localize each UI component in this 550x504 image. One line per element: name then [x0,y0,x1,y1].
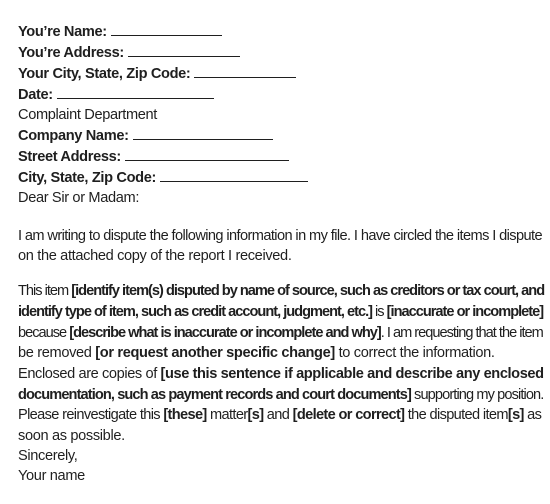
text: because [18,325,70,341]
street-blank [125,147,289,161]
company-blank [133,126,273,140]
text: Enclosed are copies of [18,366,161,382]
paragraph-2-line-4 [18,343,542,363]
placeholder: identify type of item, such as credit account, judgment, etc.] [18,304,372,320]
name-blank [111,22,222,36]
placeholder: [inaccurate or incomplete] [386,304,544,320]
paragraph-2-line-1 [18,281,545,301]
city-field-line [18,64,542,84]
date-blank [57,85,214,99]
text: be removed [18,345,96,361]
paragraph-1-line-1: I am writing to dispute the following information in my file. I have circled the items I dispute [18,228,542,244]
paragraph-2-line-6 [18,385,542,405]
placeholder: [use this sentence if applicable and describe any enclosed [160,366,544,382]
date-label: Date: [18,87,53,103]
name-label: You’re Name: [18,24,107,40]
text: the disputed item [404,407,508,423]
paragraph-1-line-2: on the attached copy of the report I received. [18,248,292,264]
street-label: Street Address: [18,149,121,165]
company-field-line [18,126,542,146]
placeholder: [delete or correct] [292,407,405,423]
date-field-line [18,85,542,105]
text: Please reinvestigate this [18,407,164,423]
city-label: Your City, State, Zip Code: [18,66,191,82]
paragraph-2-line-7 [18,405,542,425]
company-label: Company Name: [18,128,129,144]
signature: Your name [18,468,85,484]
paragraph-2-line-5 [18,364,542,384]
text: This item [18,283,72,299]
text: and [263,407,293,423]
city-blank [194,64,296,78]
placeholder: documentation, such as payment records and court documents] [18,387,411,403]
placeholder: [identify item(s) disputed by name of source, such as creditors or tax court, and [71,283,545,299]
city2-label: City, State, Zip Code: [18,170,156,186]
placeholder: [s] [247,407,264,423]
paragraph-2-line-8: soon as possible. [18,428,125,444]
department-line: Complaint Department [18,107,158,123]
text: supporting my position. [410,387,544,403]
text: to correct the information. [334,345,495,361]
placeholder: [or request another specific change] [95,345,335,361]
paragraph-2-line-2 [18,302,542,322]
placeholder: [describe what is inaccurate or incomplete and why] [69,325,381,341]
closing: Sincerely, [18,448,78,464]
city2-blank [160,168,308,182]
address-label: You’re Address: [18,45,124,61]
name-field-line [18,22,542,42]
text: matter [206,407,248,423]
placeholder: [s] [507,407,524,423]
text: as [523,407,542,423]
address-blank [128,43,240,57]
salutation: Dear Sir or Madam: [18,190,140,206]
paragraph-2-line-3 [18,323,542,343]
street-field-line [18,147,542,167]
address-field-line [18,43,542,63]
city2-field-line [18,168,542,188]
placeholder: [these] [163,407,207,423]
text: is [372,304,387,320]
text: . I am requesting that the item [380,325,543,341]
